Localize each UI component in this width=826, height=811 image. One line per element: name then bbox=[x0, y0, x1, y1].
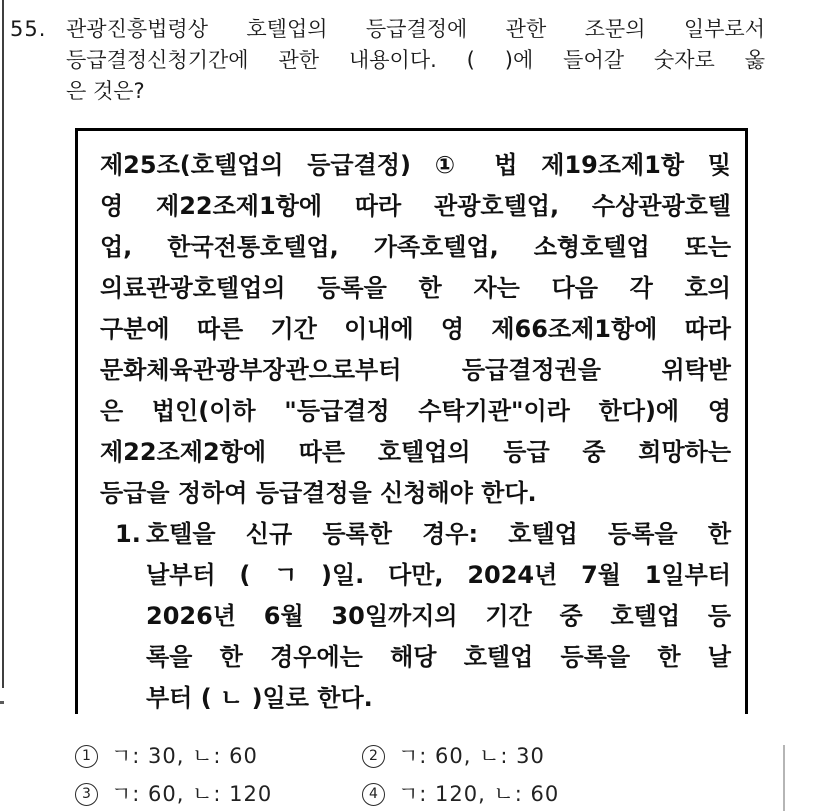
statute-line-3: 업, 한국전통호텔업, 가족호텔업, 소형호텔업 또는 bbox=[100, 233, 731, 261]
option-4-circled-number: 4 bbox=[362, 783, 385, 806]
option-1[interactable] bbox=[75, 743, 258, 769]
statute-line-5: 구분에 따른 기간 이내에 영 제66조제1항에 따라 bbox=[100, 315, 731, 343]
statute-line-8: 제22조제2항에 따른 호텔업의 등급 중 희망하는 bbox=[100, 438, 731, 466]
subitem-line-3: 2026년 6월 30일까지의 기간 중 호텔업 등 bbox=[146, 602, 731, 630]
option-3-circled-number: 3 bbox=[75, 783, 98, 806]
option-2[interactable] bbox=[362, 743, 545, 769]
statute-line-6: 문화체육관광부장관으로부터 등급결정권을 위탁받 bbox=[100, 356, 731, 384]
option-3-label: ㄱ: 60, ㄴ: 120 bbox=[111, 782, 273, 806]
option-3[interactable] bbox=[75, 781, 272, 807]
question-text bbox=[66, 14, 765, 107]
statute-line-4: 의료관광호텔업의 등록을 한 자는 다음 각 호의 bbox=[100, 274, 731, 302]
subitem-line-2: 날부터 ( ㄱ )일. 다만, 2024년 7월 1일부터 bbox=[146, 561, 731, 589]
statute-line-9: 등급을 정하여 등급결정을 신청해야 한다. bbox=[100, 479, 537, 507]
question-line-3: 은 것은? bbox=[66, 79, 145, 103]
stray-print-mark bbox=[0, 701, 4, 704]
question-line-2: 등급결정신청기간에 관한 내용이다. ( )에 들어갈 숫자로 옳 bbox=[66, 48, 765, 72]
statute-line-2: 영 제22조제1항에 따라 관광호텔업, 수상관광호텔 bbox=[100, 192, 731, 220]
option-1-label: ㄱ: 30, ㄴ: 60 bbox=[111, 744, 258, 768]
subitem-line-5: 부터 ( ㄴ )일로 한다. bbox=[146, 684, 373, 712]
statute-box bbox=[75, 128, 748, 714]
option-4-label: ㄱ: 120, ㄴ: 60 bbox=[398, 782, 560, 806]
question-line-1: 관광진흥법령상 호텔업의 등급결정에 관한 조문의 일부로서 bbox=[66, 17, 765, 41]
question-number: 55. bbox=[10, 17, 47, 41]
column-divider-right bbox=[783, 745, 785, 811]
statute-line-7: 은 법인(이하 "등급결정 수탁기관"이라 한다)에 영 bbox=[100, 397, 731, 425]
option-2-circled-number: 2 bbox=[362, 745, 385, 768]
option-2-label: ㄱ: 60, ㄴ: 30 bbox=[398, 744, 545, 768]
option-4[interactable] bbox=[362, 781, 559, 807]
option-1-circled-number: 1 bbox=[75, 745, 98, 768]
statute-subitem-1 bbox=[115, 514, 731, 714]
statute-line-1: 제25조(호텔업의 등급결정) ① 법 제19조제1항 및 bbox=[100, 151, 731, 179]
column-divider-left bbox=[2, 0, 4, 688]
subitem-body bbox=[146, 514, 731, 714]
subitem-number: 1. bbox=[115, 520, 141, 548]
subitem-line-1: 호텔을 신규 등록한 경우: 호텔업 등록을 한 bbox=[146, 520, 731, 548]
subitem-line-4: 록을 한 경우에는 해당 호텔업 등록을 한 날 bbox=[146, 643, 731, 671]
